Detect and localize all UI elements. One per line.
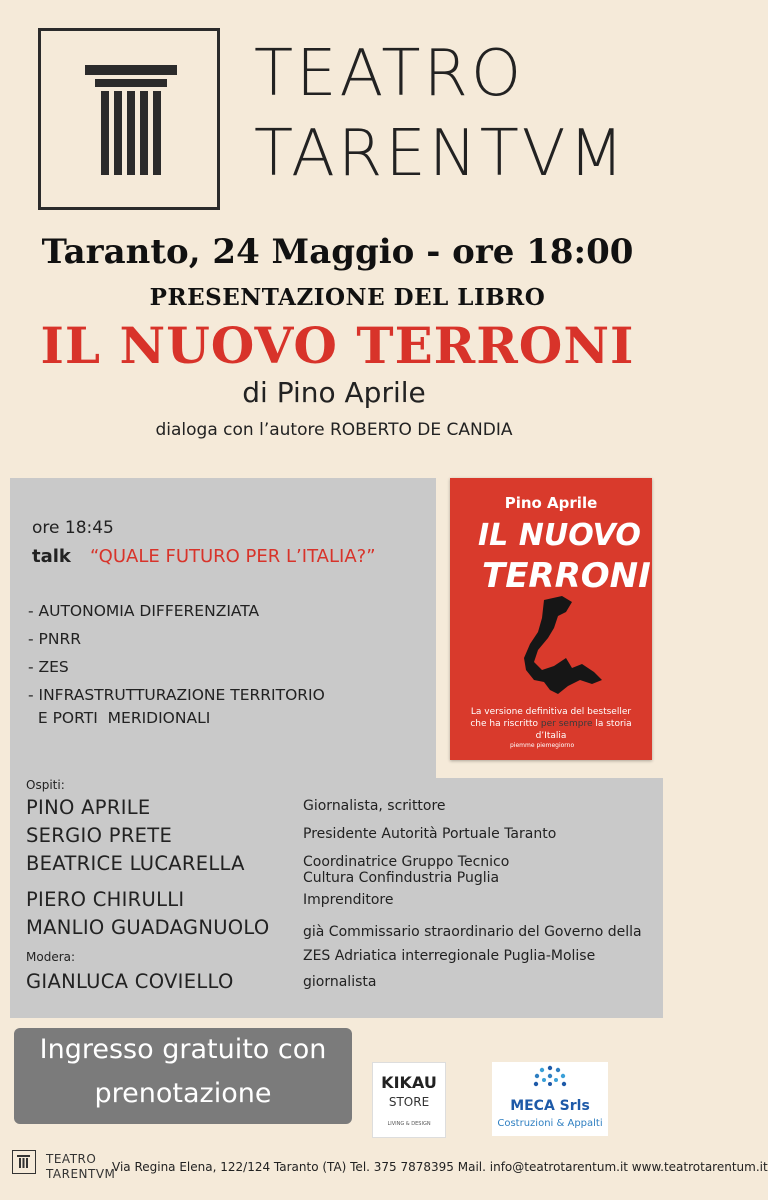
free-entry-banner [14, 1028, 352, 1124]
footer-brand-line2: TARENTVM [46, 1167, 116, 1181]
topic-item: - AUTONOMIA DIFFERENZIATA [28, 602, 260, 620]
cta-line2: prenotazione [94, 1078, 272, 1109]
presentation-heading: PRESENTAZIONE DEL LIBRO [149, 284, 546, 311]
topic-item: - ZES [28, 658, 69, 676]
guest-name: PIERO CHIRULLI [26, 888, 185, 911]
brand-name-line2: TARENTVM [254, 117, 627, 191]
column-icon [81, 61, 181, 181]
topic-item: E PORTI MERIDIONALI [28, 709, 211, 727]
guest-name: MANLIO GUADAGNUOLO [26, 916, 270, 939]
cover-subtitle: La versione definitiva del bestseller che ha riscritto per sempre la storia d’Italia [470, 707, 632, 741]
talk-time: ore 18:45 [32, 518, 114, 538]
book-title: IL NUOVO TERRONI [40, 316, 635, 375]
topic-item: - PNRR [28, 630, 82, 648]
cover-author: Pino Aprile [504, 494, 598, 512]
talk-label: talk [32, 546, 71, 567]
moderator-name: GIANLUCA COVIELLO [26, 970, 234, 993]
guest-role: già Commissario straordinario del Governo della ZES Adriatica interregionale Puglia-Molise [303, 924, 642, 964]
theater-logo [38, 28, 220, 210]
footer-address: Via Regina Elena, 122/124 Taranto (TA) Tel. 375 7878395 Mail. info@teatrotarentum.it www.teatrotarentum.it [112, 1160, 768, 1174]
topic-item: - INFRASTRUTTURAZIONE TERRITORIO [28, 686, 325, 704]
event-date: Taranto, 24 Maggio - ore 18:00 [41, 232, 634, 272]
cover-title-line2: TERRONI [482, 556, 651, 596]
brand-name-line1: TEATRO [254, 37, 525, 111]
meca-logo: MECA Srls Costruzioni & Appalti [492, 1062, 608, 1136]
guest-role: Giornalista, scrittore [303, 798, 446, 814]
guest-role: Imprenditore [303, 892, 394, 908]
dialog-line: dialoga con l’autore ROBERTO DE CANDIA [155, 420, 513, 440]
italy-map-icon [514, 596, 614, 696]
kikau-store-logo: KIKAU STORE LIVING & DESIGN [372, 1062, 446, 1138]
cta-line1: Ingresso gratuito con [39, 1034, 327, 1065]
moderator-role: giornalista [303, 974, 377, 990]
footer-column-icon [12, 1150, 36, 1174]
guest-role: Presidente Autorità Portuale Taranto [303, 826, 557, 842]
moderator-label: Modera: [26, 950, 76, 964]
footer-brand-line1: TEATRO [46, 1152, 97, 1166]
cover-publisher: piemme piemegiorno [510, 742, 575, 749]
talk-title: “QUALE FUTURO PER L’ITALIA?” [90, 546, 376, 567]
guests-label: Ospiti: [26, 778, 65, 792]
meca-dots-icon [532, 1064, 568, 1096]
book-author: di Pino Aprile [242, 376, 426, 409]
guest-name: SERGIO PRETE [26, 824, 173, 847]
guest-name: BEATRICE LUCARELLA [26, 852, 245, 875]
guest-role: Coordinatrice Gruppo Tecnico Cultura Confindustria Puglia [303, 854, 510, 886]
guest-name: PINO APRILE [26, 796, 151, 819]
book-cover [450, 478, 652, 760]
cover-title-line1: IL NUOVO [478, 518, 641, 553]
